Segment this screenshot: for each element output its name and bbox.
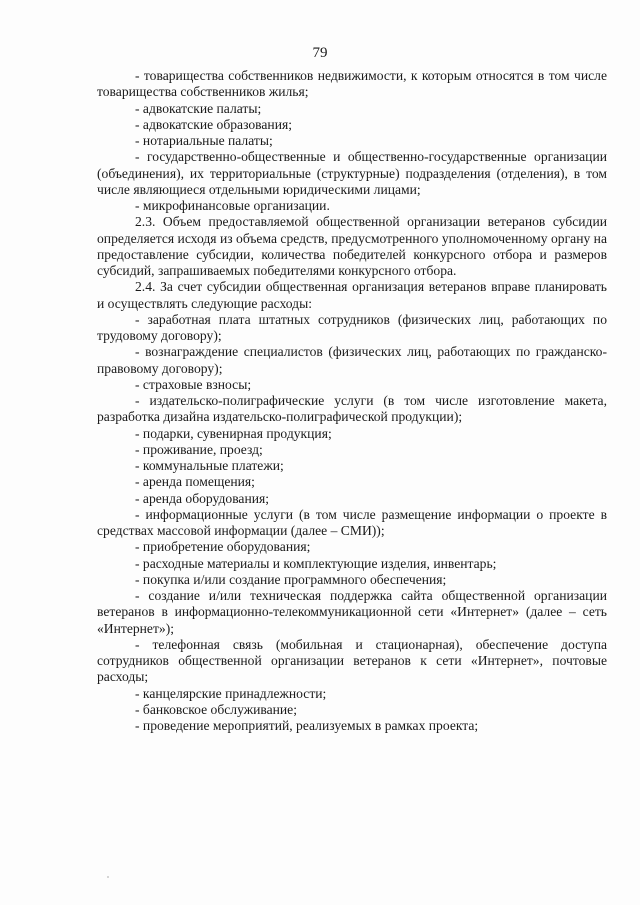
paragraph-stationery: - канцелярские принадлежности;: [135, 685, 327, 701]
paragraph-telecom: - телефонная связь (мобильная и стационарная), обеспечение доступа сотрудников общественной организации ветеранов к сети «Интернет», почтовые расходы;: [97, 636, 607, 685]
paragraph-specialist-fees: - вознаграждение специалистов (физических лиц, работающих по гражданско-правовому договору);: [97, 344, 607, 376]
paragraph-equipment-rent: - аренда оборудования;: [135, 490, 270, 506]
paragraph-premises-rent: - аренда помещения;: [135, 474, 255, 490]
paragraph-utilities: - коммунальные платежи;: [135, 458, 284, 473]
scan-speck: [107, 876, 109, 878]
paragraph-clause-2-3: 2.3. Объем предоставляемой общественной организации ветеранов субсидии определяется исходя из объема средств, предусмотренного уполномоченному органу на предоставление субсидии, количества победителей конкурсного отбора и размеров субсидий, запрашиваемых победителями конкурсного отбора.: [97, 214, 607, 278]
paragraph-website: - создание и/или техническая поддержка сайта общественной организации ветеранов в информационно-телекоммуникационной сети «Интернет» (далее – сеть «Интернет»);: [97, 588, 607, 636]
paragraph-hoa: - товарищества собственников недвижимости, к которым относятся в том числе товарищества собственников жилья;: [97, 68, 607, 100]
paragraph-software: - покупка и/или создание программного обеспечения;: [135, 571, 447, 587]
paragraph-bar-chambers: - адвокатские палаты;: [135, 100, 262, 116]
paragraph-consumables: - расходные материалы и комплектующие изделия, инвентарь;: [135, 555, 497, 571]
page-number: 79: [312, 45, 328, 61]
paragraph-banking: - банковское обслуживание;: [135, 701, 297, 717]
paragraph-salaries: - заработная плата штатных сотрудников (физических лиц, работающих по трудовому договору);: [97, 311, 607, 343]
paragraph-events: - проведение мероприятий, реализуемых в рамках проекта;: [135, 718, 479, 733]
paragraph-state-public-orgs: - государственно-общественные и общественно-государственные организации (объединения), их территориальные (структурные) подразделения (отделения), в том числе являющиеся отдельными юридическими лицами;: [97, 149, 607, 197]
document-body: [97, 68, 607, 734]
paragraph-microfinance: - микрофинансовые организации.: [135, 198, 330, 213]
paragraph-travel: - проживание, проезд;: [135, 441, 263, 457]
paragraph-printing: - издательско-полиграфические услуги (в том числе изготовление макета, разработка дизайна издательско-полиграфической продукции);: [97, 393, 607, 425]
paragraph-gifts: - подарки, сувенирная продукция;: [135, 425, 332, 441]
paragraph-equipment-purchase: - приобретение оборудования;: [135, 539, 311, 555]
paragraph-notary-chambers: - нотариальные палаты;: [135, 133, 273, 148]
paragraph-bar-formations: - адвокатские образования;: [135, 116, 293, 132]
paragraph-clause-2-4: 2.4. За счет субсидии общественная организация ветеранов вправе планировать и осуществлять следующие расходы:: [97, 279, 607, 311]
paragraph-info-services: - информационные услуги (в том числе размещение информации о проекте в средствах массовой информации (далее – СМИ));: [97, 506, 607, 538]
paragraph-insurance: - страховые взносы;: [135, 376, 252, 392]
